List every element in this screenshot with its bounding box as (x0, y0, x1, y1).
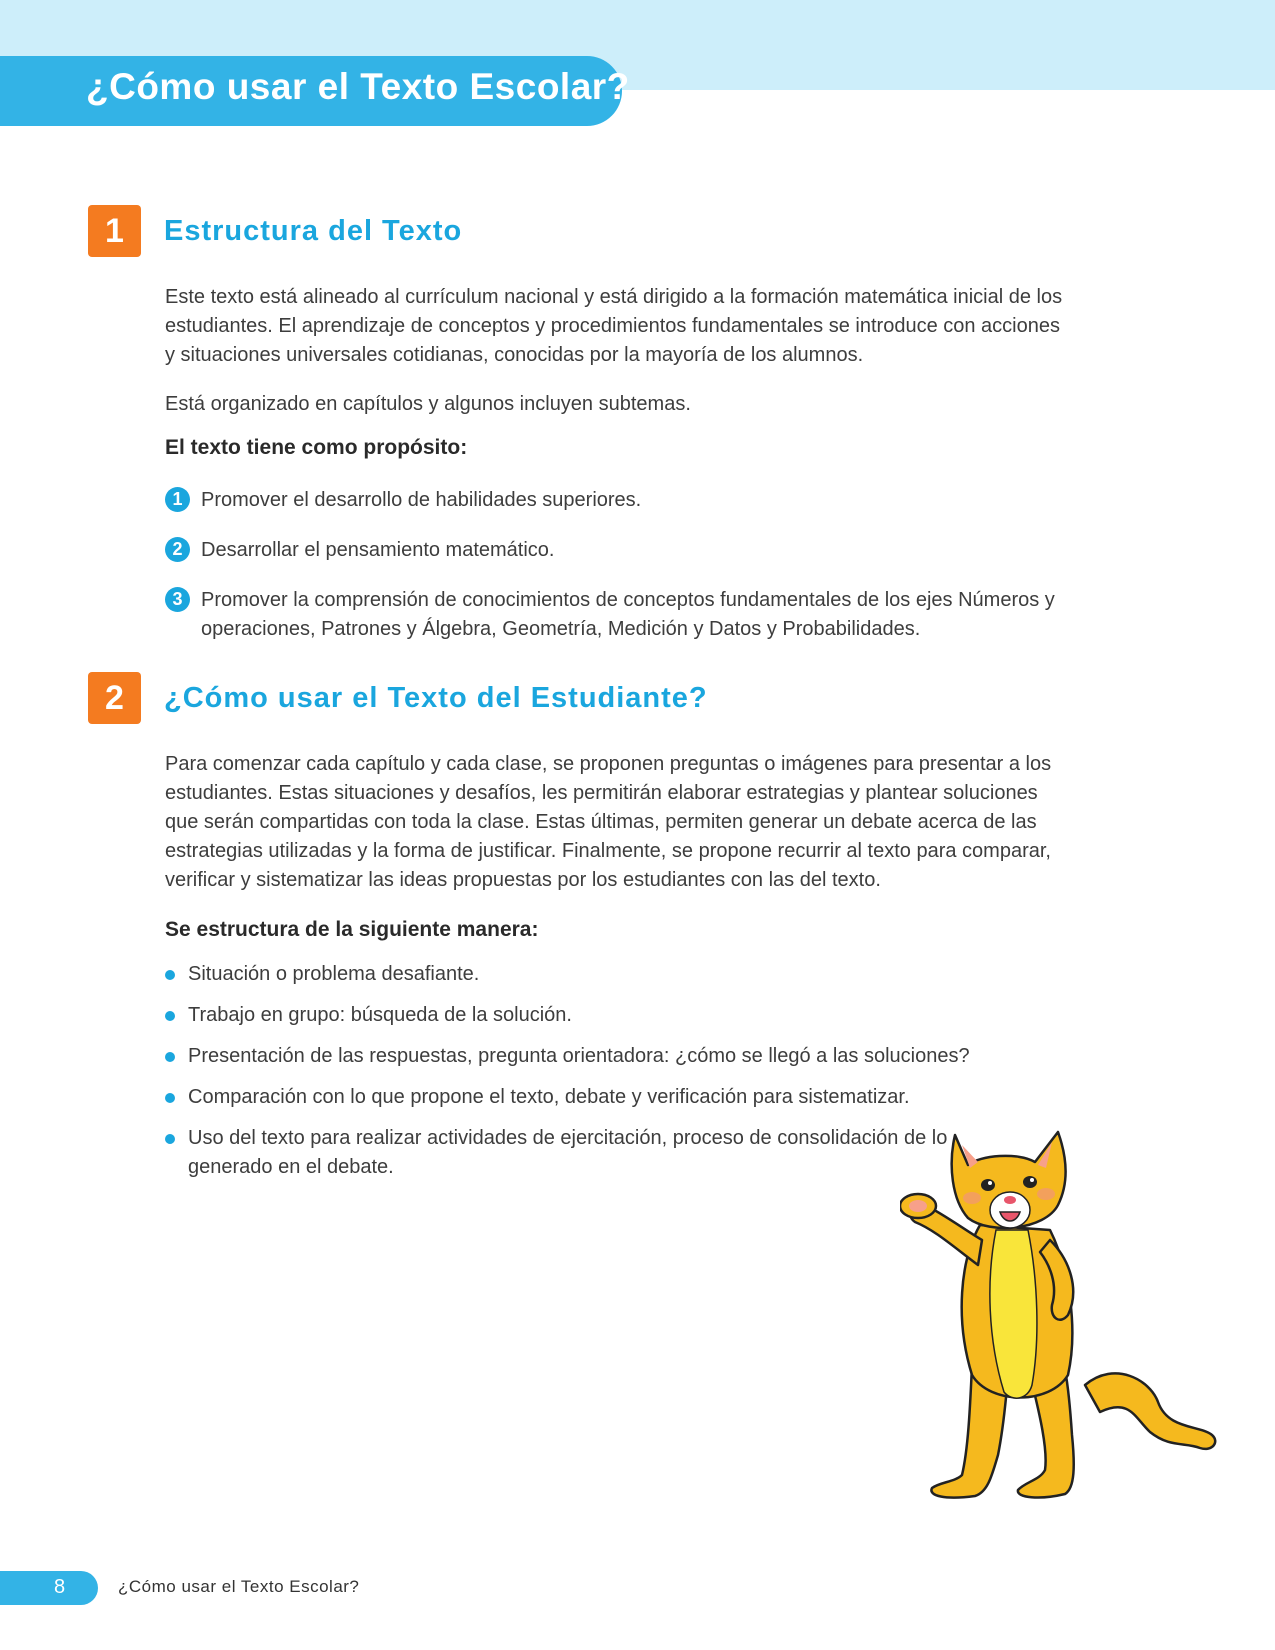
bullet-icon (165, 970, 175, 980)
footer-running-title: ¿Cómo usar el Texto Escolar? (118, 1577, 360, 1596)
list-item-text: Presentación de las respuestas, pregunta orientadora: ¿cómo se llegó a las soluciones? (188, 1045, 970, 1067)
section-1-number-badge: 1 (88, 205, 141, 257)
number-circle-icon: 1 (165, 487, 190, 512)
list-item-text: Situación o problema desafiante. (188, 963, 480, 985)
bullet-icon (165, 1134, 175, 1144)
section-1-paragraph-1: Este texto está alineado al currículum nacional y está dirigido a la formación matemática inicial de los estudiantes. El aprendizaje de conceptos y procedimientos fundamentales se introduce con acciones y situaciones universales cotidianas, conocidas por la mayoría de los alumnos. (165, 286, 1063, 366)
list-item (165, 1042, 985, 1071)
section-2-title: ¿Cómo usar el Texto del Estudiante? (164, 682, 708, 714)
purpose-item (165, 486, 1065, 515)
purpose-item (165, 586, 1065, 644)
section-1-title: Estructura del Texto (164, 215, 463, 247)
number-circle-icon: 3 (165, 587, 190, 612)
number-circle-icon: 2 (165, 537, 190, 562)
list-item (165, 1001, 985, 1030)
section-2-number-badge: 2 (88, 672, 141, 724)
list-item-text: Uso del texto para realizar actividades de ejercitación, proceso de consolidación de lo generado en el debate. (188, 1127, 948, 1178)
list-item-text: Trabajo en grupo: búsqueda de la solución. (188, 1004, 572, 1026)
purpose-item-text: Desarrollar el pensamiento matemático. (201, 539, 555, 561)
page-title: ¿Cómo usar el Texto Escolar? (86, 66, 630, 107)
list-item (165, 960, 985, 989)
list-item (165, 1083, 985, 1112)
structure-heading: Se estructura de la siguiente manera: (165, 918, 539, 941)
page-number: 8 (54, 1576, 66, 1598)
purpose-item (165, 536, 1065, 565)
cat-mascot-illustration (900, 1130, 1230, 1500)
purpose-heading: El texto tiene como propósito: (165, 436, 468, 459)
section-2-paragraph: Para comenzar cada capítulo y cada clase, se proponen preguntas o imágenes para presentar a los estudiantes. Estas situaciones y desafíos, les permitirán elaborar estrategias y plantear soluciones que serán compartidas con toda la clase. Estas últimas, permiten generar un debate acerca de las estrategias utilizadas y la forma de justificar. Finalmente, se propone recurrir al texto para comparar, verificar y sistematizar las ideas propuestas por los estudiantes con las del texto. (165, 753, 1052, 891)
bullet-icon (165, 1052, 175, 1062)
bullet-icon (165, 1093, 175, 1103)
list-item-text: Comparación con lo que propone el texto, debate y verificación para sistematizar. (188, 1086, 910, 1108)
section-1-paragraph-2: Está organizado en capítulos y algunos incluyen subtemas. (165, 393, 691, 415)
footer-tab (0, 1571, 98, 1605)
purpose-item-text: Promover el desarrollo de habilidades superiores. (201, 489, 642, 511)
bullet-icon (165, 1011, 175, 1021)
purpose-item-text: Promover la comprensión de conocimientos de conceptos fundamentales de los ejes Números y operaciones, Patrones y Álgebra, Geometría, Medición y Datos y Probabilidades. (201, 589, 1055, 640)
list-item (165, 1124, 985, 1182)
